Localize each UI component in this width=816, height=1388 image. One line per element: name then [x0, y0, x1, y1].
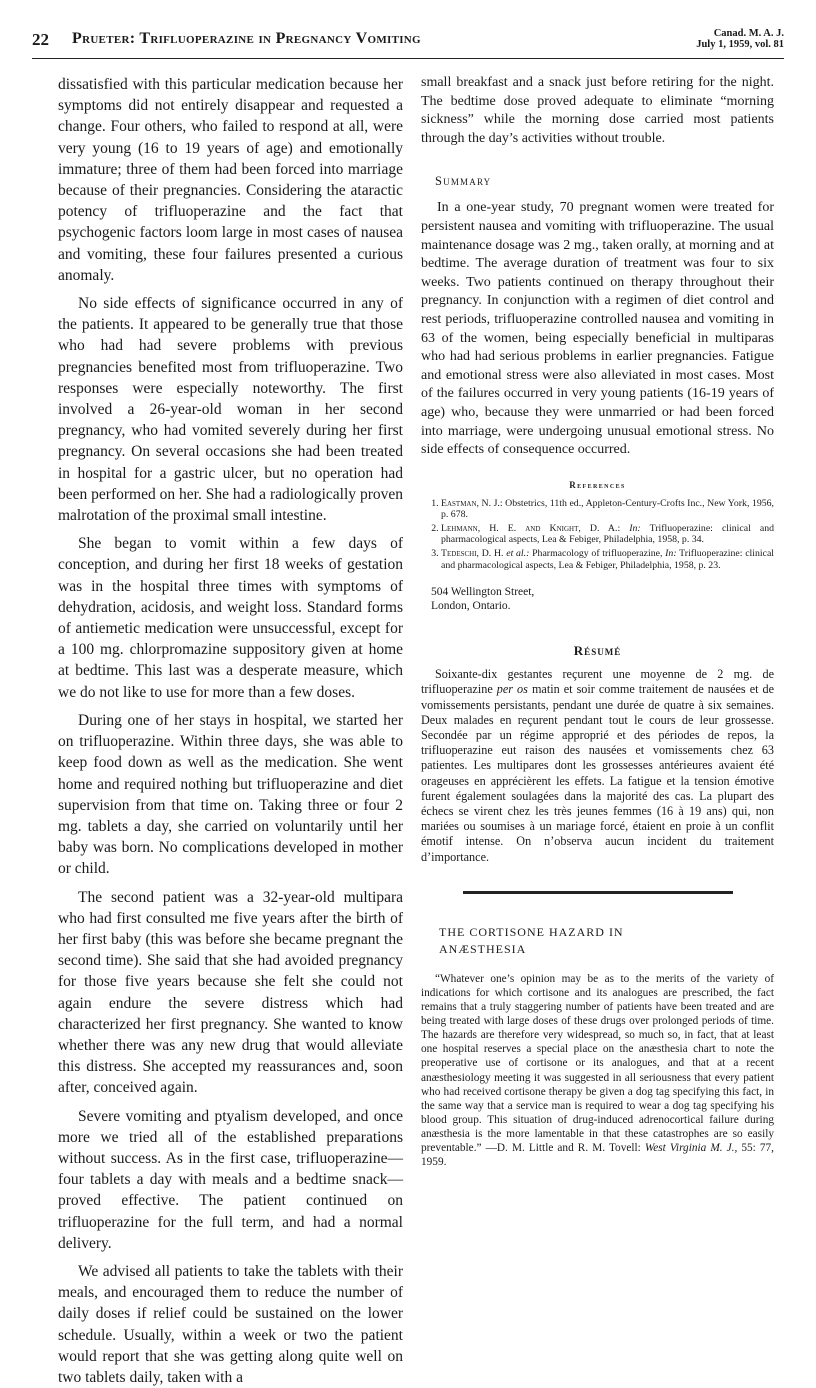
resume-part: matin et soir comme traitement de nausées et de vomissements persistants, pendant une durée de quatre à six semaines. Deux malades en reçurent pendant tout le cours de leur grossesse. Secondée par un régime approprié et des périodes de repos, la trifluoperazine eut raison des nausées et vomissements chez 63 patientes. Les multipares dont les grossesses antérieures avaient été orageuses en apprécièrent les effets. La fatigue et la tension émotive furent également soulagées dans la majorité des cas. La plupart des échecs se virent chez les très jeunes femmes (16 à 19 ans) qui, non mariées ou soumises à un mariage forcé, étaient en proie à un conflit émotif intense. On n’observa aucun incident du traitement d’importance. [421, 682, 775, 864]
address-line: 504 Wellington Street, [431, 586, 535, 599]
reference-item [441, 498, 774, 521]
right-column [421, 74, 774, 1169]
paragraph: We advised all patients to take the tablets with their meals, and encouraged them to reduce the number of daily doses if relief could be sustained on the lower schedule. Usually, within a week or two the patient would report that she was getting along quite well on two tablets daily, taken with a [58, 1262, 403, 1386]
paragraph: No side effects of significance occurred in any of the patients. It appeared to be generally true that those who had had severe problems with previous pregnancies benefited most from trifluoperazine. Two responses were especially noteworthy. The first involved a 26-year-old woman in her second pregnancy, who had vomited severely during her first pregnancy. On several occasions she had been treated in hospital for a gastric ulcer, but no operation had been performed on her. She had a radiologically proven malrotation of the proximal small intestine. [58, 295, 403, 525]
summary-text: In a one-year study, 70 pregnant women were treated for persistent nausea and vomiting with trifluoperazine. The usual maintenance dosage was 2 mg., taken orally, at morning and at bedtime. The average duration of treatment was four to six weeks. Two patients continued on therapy throughout their pregnancy. In conjunction with a regimen of diet control and rest periods, trifluoperazine controlled nausea and vomiting in 63 of the women, being especially beneficial in multiparas who had had serious problems in earlier pregnancies. Fatigue and emotional stress were also alleviated in most cases. Most of the failures occurred in very young patients (16-19 years of age) who, because they were unmarried or had been forced into marriage, were undergoing unusual emotional stress. No side effects of consequence occurred. [421, 200, 774, 458]
reference-text: Pharmacology of trifluoperazine, [532, 548, 663, 560]
running-title: Prueter: Trifluoperazine in Pregnancy Vomiting [72, 30, 421, 47]
cortisone-heading-line: ANÆSTHESIA [439, 941, 527, 956]
page-header [32, 28, 784, 54]
resume-part: Soixante-dix gestantes reçurent une moyenne de 2 mg. de trifluoperazine [421, 667, 774, 697]
section-divider [463, 891, 733, 894]
reference-in: In: [665, 548, 677, 560]
quote-text: “Whatever one’s opinion may be as to the merits of the variety of indications for which cortisone and its analogues are prescribed, the fact remains that a truly staggering number of patients have been treated and are being treated with large doses of these drugs over prolonged periods of time. The hazards are therefore very widespread, so much so, in fact, that at least one hospital reserves a special place on the anæsthesia chart to note the preoperative use of cortisone or its analogues, and that at a recent anæsthesiology meeting it was suggested in all seriousness that every patient who had received cortisone therapy be given a dog tag specifying this fact, in the same way that a service man is required to wear a dog tag specifying his blood group. This situation of drug-induced adrenocortical failure during anæsthesia is the more lamentable in that these catastrophes are so easily preventable.” —D. M. Little and R. M. Tovell: [421, 972, 774, 1155]
resume-italic: per os [496, 682, 528, 697]
reference-etal: et al.: [506, 548, 530, 560]
left-column [58, 74, 403, 1388]
resume-heading: Résumé [573, 643, 622, 659]
reference-author: Tedeschi, D. H. [441, 548, 504, 560]
reference-text: Trifluoperazine: clinical and pharmacological aspects, Lea & Febiger, Philadelphia, 1958, p. 34. [441, 522, 774, 546]
paragraph: small breakfast and a snack just before retiring for the night. The bedtime dose proved adequate to eliminate “morning sickness” while the morning dose carried most patients through the day’s activities without trouble. [421, 75, 774, 146]
reference-item [441, 523, 774, 546]
reference-author: Lehmann, H. E. and Knight, D. A.: [441, 522, 621, 534]
page-number: 22 [32, 30, 49, 49]
cortisone-quote [421, 972, 774, 1169]
summary-heading: Summary [435, 174, 492, 189]
resume-text [421, 667, 774, 865]
journal-citation [696, 28, 784, 50]
reference-list [421, 498, 774, 572]
paragraph: During one of her stays in hospital, we started her on trifluoperazine. Within three days, she was able to keep food down as well as the medication. She went home and required nothing but trifluoperazine and diet supervision from that time on. Taking three or four 2 mg. tablets a day, she carried on voluntarily until her baby was born. No complications developed in mother or child. [58, 711, 403, 878]
journal-date-volume: July 1, 1959, vol. 81 [696, 39, 784, 50]
header-rule [32, 58, 784, 59]
cortisone-heading-line: THE CORTISONE HAZARD IN [439, 924, 624, 939]
journal-name: Canad. M. A. J. [713, 28, 784, 39]
reference-text: Trifluoperazine: clinical and pharmacological aspects, Lea & Febiger, Philadelphia, 1958, p. 23. [441, 548, 775, 571]
reference-author: Eastman, N. J.: [441, 497, 503, 509]
reference-item [441, 548, 774, 571]
references-heading: References [569, 479, 626, 490]
paragraph: dissatisfied with this particular medication because her symptoms did not entirely disappear and requested a change. Four others, who failed to respond at all, were very young (16 to 19 years of age) and emotionally immature; three of them had been forced into marriage because of their pregnancies. Considering the ataractic potency of trifluoperazine and the fact that psychogenic factors loom large in most cases of nausea and vomiting, these four failures presented a curious anomaly. [58, 76, 403, 284]
quote-source: West Virginia M. J., [644, 1142, 738, 1155]
quote-citation: 55: 77, 1959. [421, 1142, 774, 1169]
paragraph: Severe vomiting and ptyalism developed, and once more we tried all of the established preparations without success. As in the first case, trifluoperazine—four tablets a day with meals and a bedtime snack—proved effective. The patient continued on trifluoperazine for the full term, and had a normal delivery. [58, 1107, 403, 1252]
address-line: London, Ontario. [431, 600, 511, 613]
paragraph: She began to vomit within a few days of conception, and during her first 18 weeks of gestation was in the hospital three times with symptoms of dehydration, acidosis, and weight loss. Standard forms of antiemetic medication were unsuccessful, except for a 100 mg. chlorpromazine suppository given at home at bedtime. This last was a desperate measure, which we do not like to use for more than a few doses. [58, 535, 403, 701]
paragraph: The second patient was a 32-year-old multipara who had first consulted me five years after the birth of her first baby (this was before she became pregnant the second time). She said that she had avoided pregnancy for those five years because she felt she could not again endure the severe distress which had characterized her first pregnancy. She wanted to know whether there was any new drug that would alleviate this distress. She accepted my reassurances and, soon after, conceived again. [58, 888, 403, 1097]
cortisone-heading [439, 924, 774, 958]
author-address [431, 585, 774, 613]
reference-text: Obstetrics, 11th ed., Appleton-Century-Crofts Inc., New York, 1956, p. 678. [441, 497, 774, 521]
reference-in: In: [629, 522, 641, 534]
